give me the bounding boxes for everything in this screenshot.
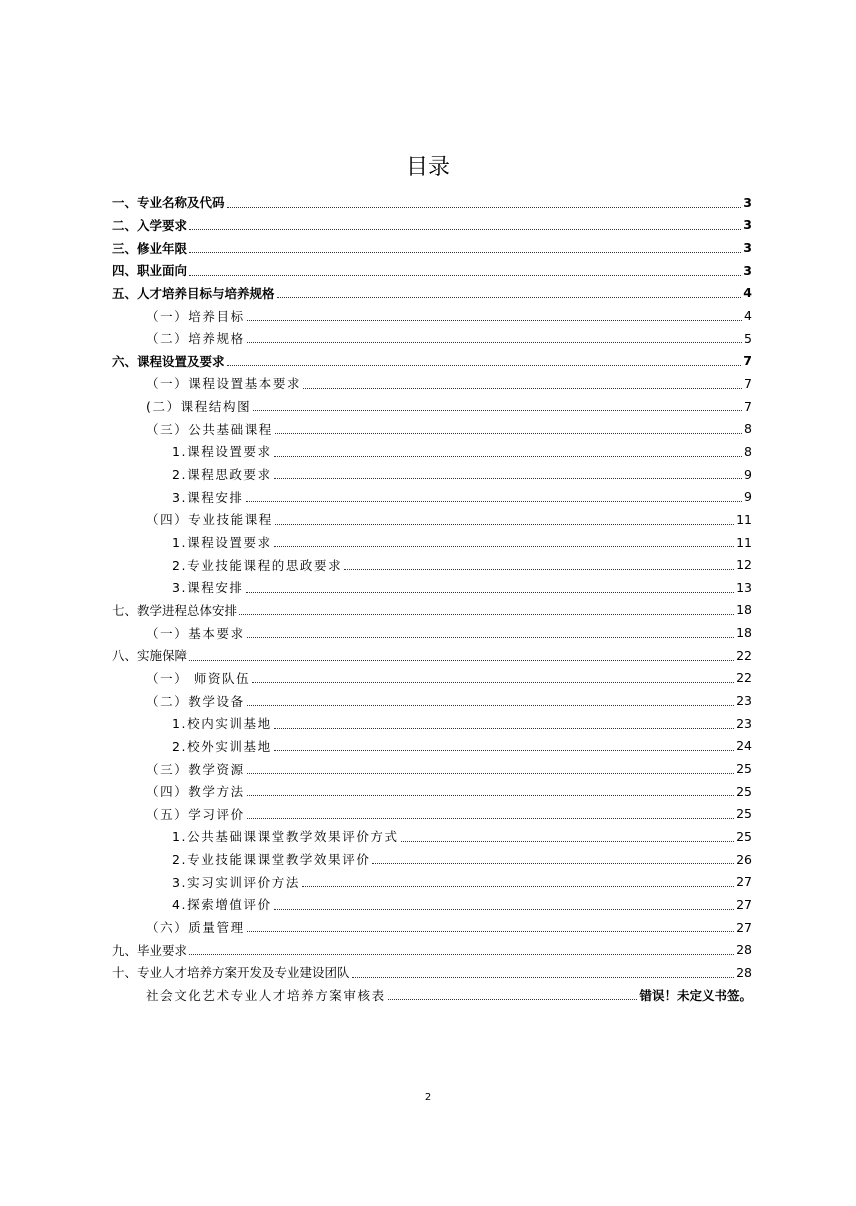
toc-entry-label: 1.课程设置要求 — [172, 444, 272, 460]
page-number: 2 — [424, 1092, 432, 1103]
toc-entry[interactable] — [112, 644, 752, 667]
toc-entry[interactable] — [146, 757, 752, 780]
toc-entry[interactable] — [146, 780, 752, 803]
toc-dot-leader — [252, 681, 734, 683]
toc-dot-leader — [247, 341, 742, 343]
toc-entry-page: 24 — [736, 738, 752, 754]
toc-entry[interactable] — [172, 712, 752, 735]
toc-entry-page: 13 — [736, 579, 752, 595]
toc-entry-page: 18 — [736, 602, 752, 618]
toc-entry-page: 4 — [743, 285, 752, 301]
toc-entry-page: 5 — [744, 330, 752, 346]
toc-entry[interactable] — [172, 553, 752, 576]
toc-entry-label: 三、修业年限 — [112, 240, 188, 256]
toc-entry[interactable] — [146, 395, 752, 418]
toc-entry[interactable] — [172, 893, 752, 916]
page-title: 目录 — [405, 155, 450, 180]
toc-dot-leader — [247, 817, 734, 819]
toc-entry-page: 23 — [736, 693, 752, 709]
toc-entry-label: (二）课程结构图 — [146, 399, 252, 415]
toc-entry[interactable] — [172, 576, 752, 599]
toc-entry[interactable] — [172, 735, 752, 758]
toc-entry-label: 八、实施保障 — [112, 648, 188, 664]
toc-entry-label: 2.专业技能课程的思政要求 — [172, 557, 343, 573]
toc-entry-label: 四、职业面向 — [112, 263, 188, 279]
toc-entry-label: 4.探索增值评价 — [172, 897, 272, 913]
toc-entry[interactable] — [146, 621, 752, 644]
toc-entry[interactable] — [146, 508, 752, 531]
toc-dot-leader — [227, 364, 742, 366]
toc-entry[interactable] — [146, 803, 752, 826]
toc-entry[interactable] — [172, 531, 752, 554]
toc-entry-page: 3 — [743, 194, 752, 210]
toc-entry[interactable] — [112, 214, 752, 237]
toc-entry-label: （一）基本要求 — [146, 625, 245, 641]
toc-entry-label: 五、人才培养目标与培养规格 — [112, 285, 275, 301]
toc-entry-label: 3.课程安排 — [172, 489, 244, 505]
toc-dot-leader — [372, 862, 734, 864]
toc-dot-leader — [247, 794, 734, 796]
toc-entry-label: 社会文化艺术专业人才培养方案审核表 — [146, 988, 386, 1004]
toc-entry-page: 3 — [743, 217, 752, 233]
toc-dot-leader — [189, 228, 741, 230]
toc-entry-label: 七、教学进程总体安排 — [112, 602, 238, 618]
toc-entry[interactable] — [112, 191, 752, 214]
toc-entry-label: 2.课程思政要求 — [172, 467, 272, 483]
toc-entry[interactable] — [172, 848, 752, 871]
toc-dot-leader — [247, 772, 734, 774]
toc-entry-page: 26 — [736, 851, 752, 867]
toc-entry-label: （一）培养目标 — [146, 308, 245, 324]
toc-entry-label: （三）公共基础课程 — [146, 421, 273, 437]
toc-entry[interactable] — [172, 825, 752, 848]
toc-entry-page: 25 — [736, 806, 752, 822]
toc-entry-label: 一、专业名称及代码 — [112, 195, 225, 211]
toc-entry-page: 25 — [736, 828, 752, 844]
toc-entry-label: （六）质量管理 — [146, 920, 245, 936]
toc-entry[interactable] — [146, 667, 752, 690]
toc-entry-page: 25 — [736, 761, 752, 777]
toc-entry-page: 22 — [736, 670, 752, 686]
toc-dot-leader — [227, 206, 742, 208]
toc-dot-leader — [274, 455, 742, 457]
toc-dot-leader — [344, 568, 734, 570]
toc-dot-leader — [246, 591, 735, 593]
toc-dot-leader — [247, 704, 734, 706]
toc-entry[interactable] — [146, 689, 752, 712]
toc-entry-page: 23 — [736, 715, 752, 731]
toc-dot-leader — [302, 885, 734, 887]
toc-dot-leader — [277, 296, 742, 298]
toc-entry-label: 六、课程设置及要求 — [112, 353, 225, 369]
toc-entry-page: 11 — [736, 534, 752, 550]
toc-entry[interactable] — [146, 372, 752, 395]
toc-entry[interactable] — [146, 304, 752, 327]
toc-entry-page: 27 — [736, 919, 752, 935]
toc-dot-leader — [274, 477, 742, 479]
toc-dot-leader — [246, 500, 743, 502]
toc-entry-label: （一）课程设置基本要求 — [146, 376, 302, 392]
toc-entry-label: 3.实习实训评价方法 — [172, 874, 300, 890]
toc-entry-page: 27 — [736, 874, 752, 890]
toc-entry[interactable] — [146, 327, 752, 350]
toc-entry-page: 9 — [744, 489, 752, 505]
toc-entry-page: 12 — [736, 557, 752, 573]
toc-dot-leader — [239, 613, 734, 615]
toc-entry-page: 错误！未定义书签。 — [639, 988, 752, 1004]
toc-entry-page: 22 — [736, 647, 752, 663]
toc-entry[interactable] — [146, 984, 752, 1007]
toc-entry[interactable] — [172, 871, 752, 894]
toc-entry-label: 2.专业技能课课堂教学效果评价 — [172, 852, 371, 868]
toc-entry-label: （五）学习评价 — [146, 806, 245, 822]
toc-entry-label: （二）培养规格 — [146, 331, 245, 347]
toc-entry-label: （四）专业技能课程 — [146, 512, 273, 528]
toc-entry-label: 3.课程安排 — [172, 580, 244, 596]
toc-entry-label: 1.课程设置要求 — [172, 535, 272, 551]
toc-dot-leader — [189, 274, 741, 276]
toc-entry-label: 十、专业人才培养方案开发及专业建设团队 — [112, 965, 350, 981]
toc-entry-label: 2.校外实训基地 — [172, 738, 272, 754]
toc-entry-page: 7 — [744, 375, 752, 391]
toc-entry-label: （四）教学方法 — [146, 784, 245, 800]
toc-dot-leader — [401, 840, 734, 842]
toc-dot-leader — [274, 908, 734, 910]
toc-dot-leader — [275, 432, 742, 434]
toc-dot-leader — [388, 998, 638, 1000]
toc-dot-leader — [303, 387, 742, 389]
toc-dot-leader — [274, 727, 734, 729]
toc-entry-page: 28 — [736, 942, 752, 958]
toc-entry-page: 28 — [736, 964, 752, 980]
toc-entry-page: 3 — [743, 262, 752, 278]
toc-entry-page: 8 — [744, 421, 752, 437]
toc-entry-label: 1.公共基础课课堂教学效果评价方式 — [172, 829, 399, 845]
toc-entry-page: 27 — [736, 896, 752, 912]
toc-entry-page: 25 — [736, 783, 752, 799]
toc-entry-page: 7 — [743, 353, 752, 369]
toc-dot-leader — [247, 636, 734, 638]
toc-entry-label: 1.校内实训基地 — [172, 716, 272, 732]
toc-entry[interactable] — [146, 418, 752, 441]
toc-dot-leader — [247, 930, 734, 932]
toc-entry-page: 8 — [744, 443, 752, 459]
toc-entry-label: 二、入学要求 — [112, 217, 188, 233]
toc-dot-leader — [189, 659, 734, 661]
toc-entry-label: （三）教学资源 — [146, 761, 245, 777]
toc-entry-page: 9 — [744, 466, 752, 482]
toc-dot-leader — [247, 319, 742, 321]
toc-dot-leader — [352, 976, 735, 978]
toc-dot-leader — [274, 545, 734, 547]
toc-entry[interactable] — [112, 236, 752, 259]
toc-entry[interactable] — [112, 282, 752, 305]
toc-entry[interactable] — [112, 350, 752, 373]
toc-entry[interactable] — [146, 916, 752, 939]
toc-entry-page: 11 — [736, 511, 752, 527]
toc-entry-page: 4 — [744, 308, 752, 324]
toc-entry[interactable] — [112, 599, 752, 622]
toc-dot-leader — [253, 409, 742, 411]
toc-entry[interactable] — [112, 938, 752, 961]
toc-entry[interactable] — [172, 485, 752, 508]
toc-entry-label: （二）教学设备 — [146, 693, 245, 709]
toc-dot-leader — [189, 953, 734, 955]
toc-entry-page: 7 — [744, 398, 752, 414]
toc-entry-page: 18 — [736, 625, 752, 641]
toc-entry[interactable] — [172, 463, 752, 486]
toc-entry[interactable] — [112, 259, 752, 282]
toc-entry[interactable] — [172, 440, 752, 463]
toc-entry-page: 3 — [743, 240, 752, 256]
toc-dot-leader — [275, 523, 734, 525]
toc-entry-label: 九、毕业要求 — [112, 942, 188, 958]
toc-dot-leader — [274, 749, 734, 751]
toc-entry[interactable] — [112, 961, 752, 984]
toc-dot-leader — [189, 251, 741, 253]
toc-entry-label: （一） 师资队伍 — [146, 670, 251, 686]
